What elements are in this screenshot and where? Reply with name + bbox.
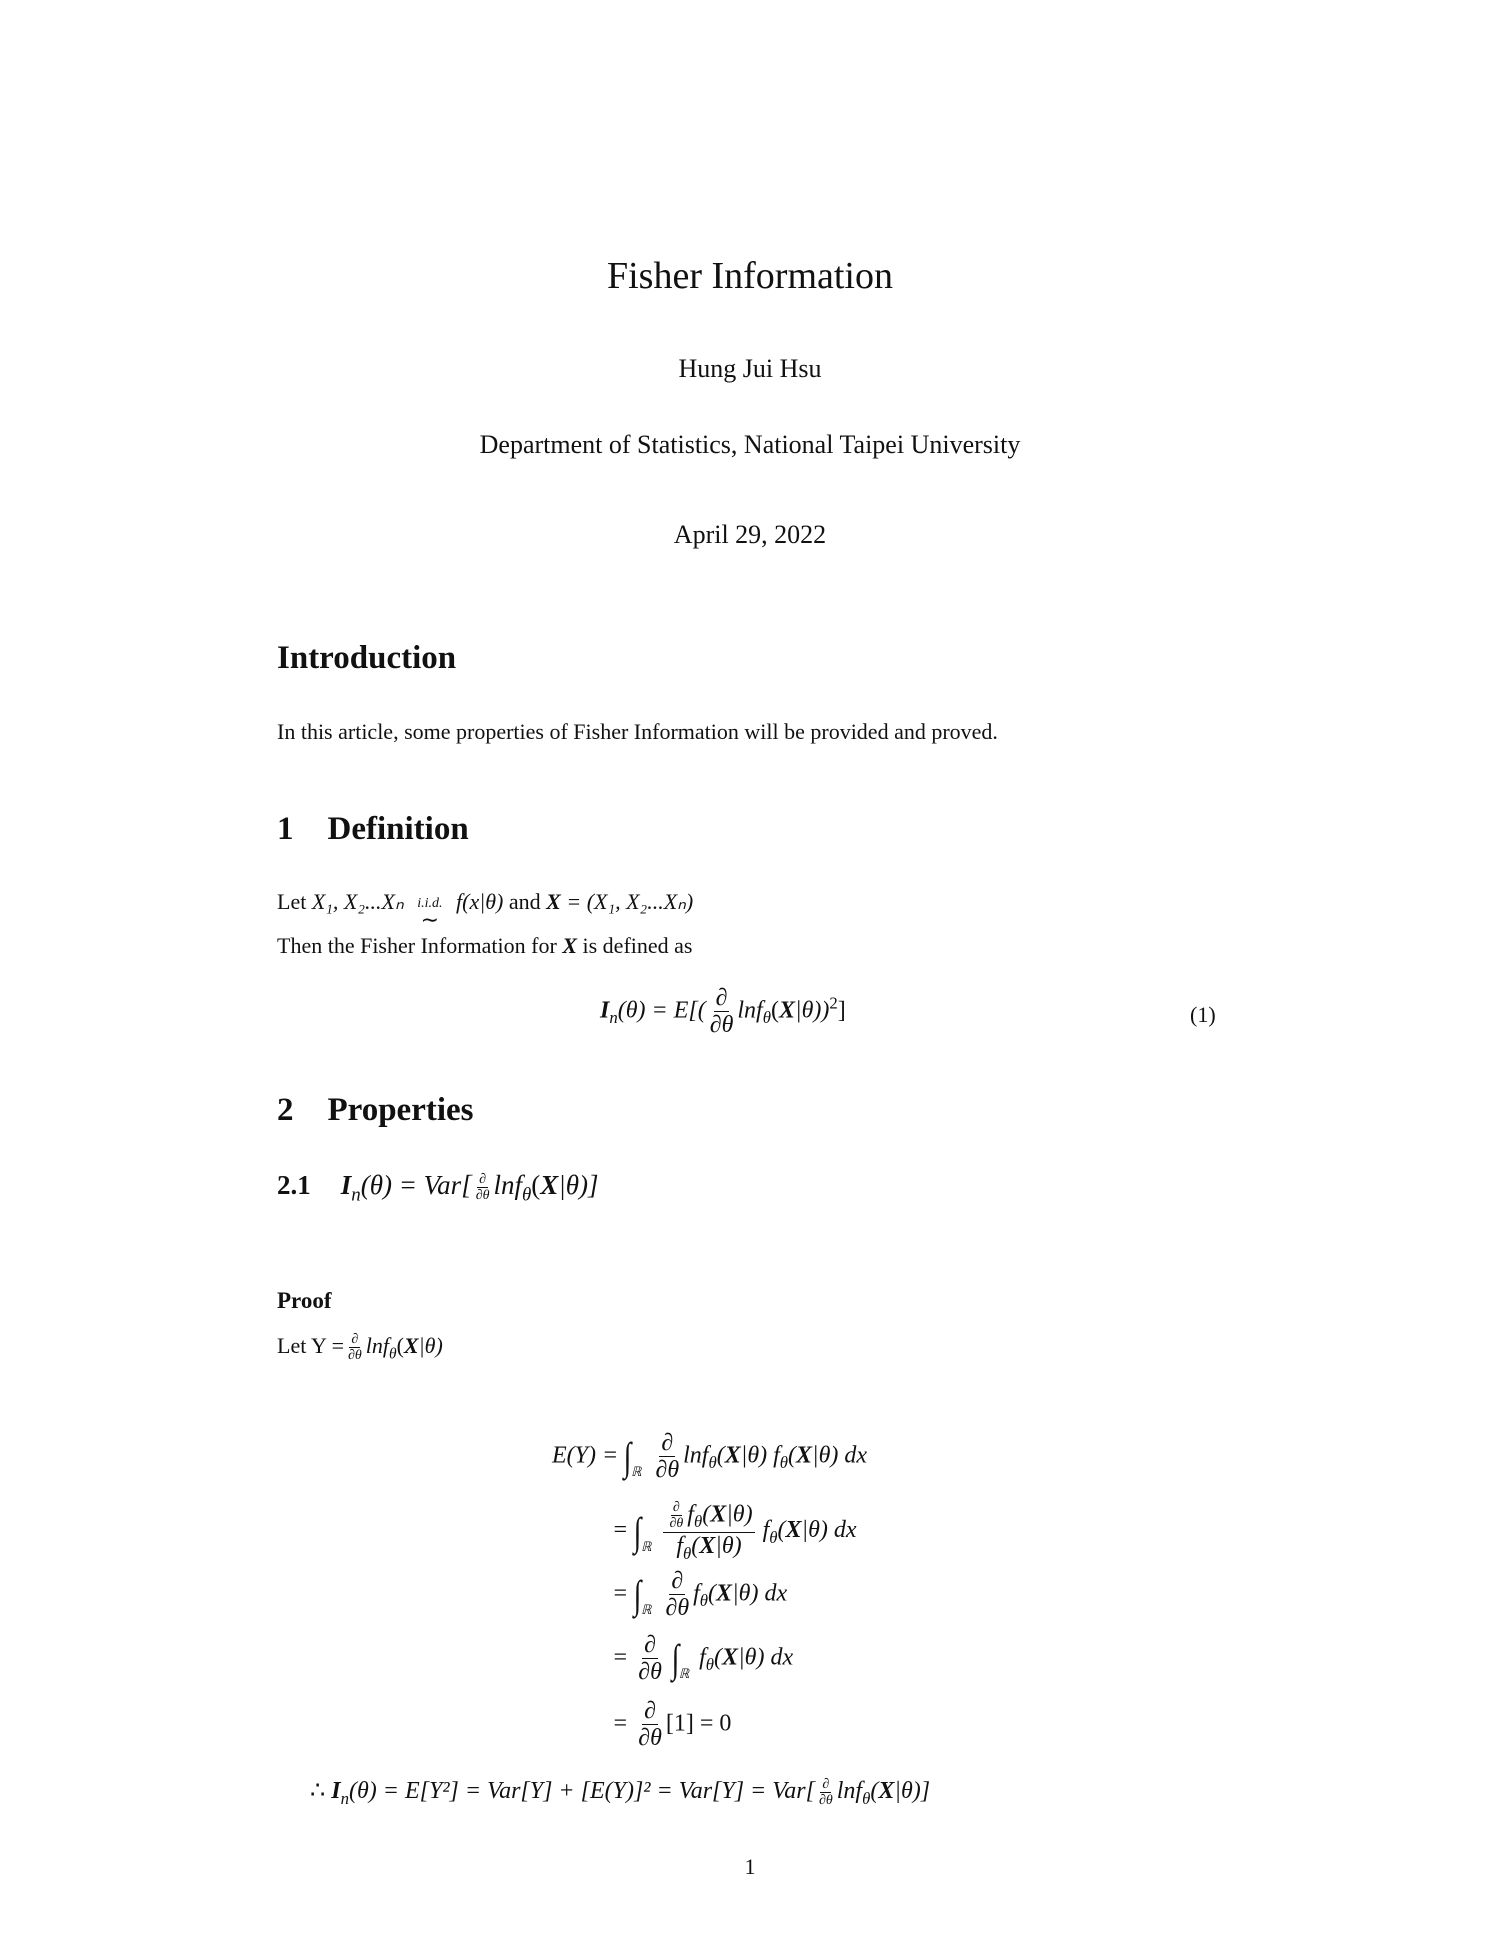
math: |θ) (418, 1332, 443, 1358)
math: lnf (836, 1778, 863, 1804)
numerator: ∂ (715, 985, 728, 1011)
text: Let Y = (277, 1332, 344, 1358)
denominator: ∂θ (709, 1012, 734, 1039)
math-X: X (562, 933, 577, 958)
math: lnf (365, 1332, 390, 1358)
section-number: 1 (277, 811, 294, 847)
equation-number: (1) (1190, 1002, 1216, 1027)
affiliation: Department of Statistics, National Taipei University (479, 430, 1021, 459)
equals: = (612, 1710, 629, 1737)
subsection-2-1-heading: 2.1 $I_n(\theta) = Var$[ $\frac{\partial}{\partial\theta}$ lnf$_\theta$(X|θ)] (277, 1170, 599, 1206)
lhs: E(Y) = (552, 1442, 619, 1469)
math: (θ) = E[( (617, 997, 706, 1024)
math-vars: X₁, X₂...Xₙ (311, 889, 404, 914)
derivation-row-1: $E(Y) = \int_ℝ$ $\frac{\partial}{\partial\theta}$ lnf$_\theta$(X|θ) $f_\theta(X|\theta)$ dx (552, 1430, 868, 1484)
iid-label: i.i.d. (417, 896, 443, 911)
derivation-row-3: = $\int_ℝ$ $\frac{\partial}{\partial\theta}$ $f_\theta(X|\theta)$ dx (612, 1568, 788, 1622)
integral-icon: ∫ (623, 1434, 632, 1480)
derivation-row-4: = $\frac{\partial}{\partial\theta}$ $\int_ℝf_\theta(X|\theta)$ dx (612, 1632, 794, 1686)
fraction: $\frac{\partial}{\partial\theta}$ (475, 1171, 490, 1204)
equals: = (612, 1517, 629, 1544)
date: April 29, 2022 (673, 520, 827, 549)
therefore-symbol: ∴ (310, 1778, 326, 1804)
math: lnf (737, 997, 763, 1024)
equals: = (612, 1580, 629, 1607)
math: (θ) = Var[ (360, 1170, 472, 1200)
fraction (708, 985, 736, 1039)
math-X: X (403, 1332, 419, 1358)
math-X: X (778, 997, 795, 1024)
document-title: Fisher Information (606, 255, 893, 297)
text: Then the Fisher Information for (277, 933, 557, 958)
equation-1: $I_n(\theta) = E$[( $\frac{\partial}{\partial\theta}$ lnf$_\theta$(X|θ))$^2$] (600, 985, 846, 1039)
page-number: 1 (744, 1854, 756, 1879)
math-X: X (546, 889, 561, 914)
definition-line-2 (277, 933, 692, 959)
integral-icon: ∫ (633, 1572, 642, 1618)
math: I (331, 1778, 341, 1804)
equals: = (612, 1644, 629, 1671)
text: is defined as (582, 933, 693, 958)
math-X: X (878, 1778, 895, 1804)
math: |θ)) (794, 997, 830, 1024)
integral-icon: ∫ (671, 1636, 680, 1682)
conclusion-line: ∴ $I_n(\theta) = E[Y^2] = Var[Y] + [E(Y)]^2 = Var[Y] = Var$[ $\frac{\partial}{\partial\theta}$ lnf$_\theta$(X|θ)] (310, 1776, 931, 1808)
iid-symbol (417, 896, 443, 932)
math-dist: f(x|θ) (456, 889, 504, 914)
section-1-heading (277, 811, 469, 848)
math-tuple: = (X₁, X₂...Xₙ) (566, 889, 694, 914)
author: Hung Jui Hsu (678, 354, 822, 383)
section-number: 2 (277, 1092, 294, 1128)
math-X: X (540, 1170, 559, 1200)
definition-line-1 (277, 889, 694, 932)
math: I (340, 1170, 352, 1200)
math: |θ)] (558, 1170, 599, 1200)
integral-icon: ∫ (633, 1509, 642, 1555)
section-title: Properties (327, 1092, 474, 1128)
section-2-heading (277, 1092, 474, 1129)
derivation-row-2: = $\int_ℝ$ $\frac{\partial}{\partial\theta}$ $f_\theta(X|\theta)$ $f_\theta(X|\theta)$ $f_\theta(X|\theta)$ dx (612, 1500, 857, 1563)
section-title: Definition (327, 811, 469, 847)
math: |θ)] (894, 1778, 931, 1804)
subsection-number: 2.1 (277, 1170, 311, 1200)
math: lnf (493, 1170, 523, 1200)
text: Let (277, 889, 307, 914)
let-y-line: Let Y = $\frac{\partial}{\partial\theta}$ lnf$_\theta$(X|θ) (277, 1332, 443, 1364)
intro-text: In this article, some properties of Fisher Information will be provided and proved. (277, 719, 998, 744)
fraction: $\frac{\partial}{\partial\theta}$ (347, 1332, 362, 1364)
tilde: ∼ (420, 907, 440, 932)
math: (θ) = E[Y²] = Var[Y] + [E(Y)]² = Var[Y] = Var[ (349, 1778, 815, 1804)
derivation-row-5: = $\frac{\partial}{\partial\theta}$ [1] = 0 (612, 1698, 732, 1752)
math: I (600, 997, 610, 1024)
text: and (508, 889, 541, 914)
proof-label: Proof (277, 1288, 332, 1313)
intro-heading: Introduction (277, 640, 457, 676)
